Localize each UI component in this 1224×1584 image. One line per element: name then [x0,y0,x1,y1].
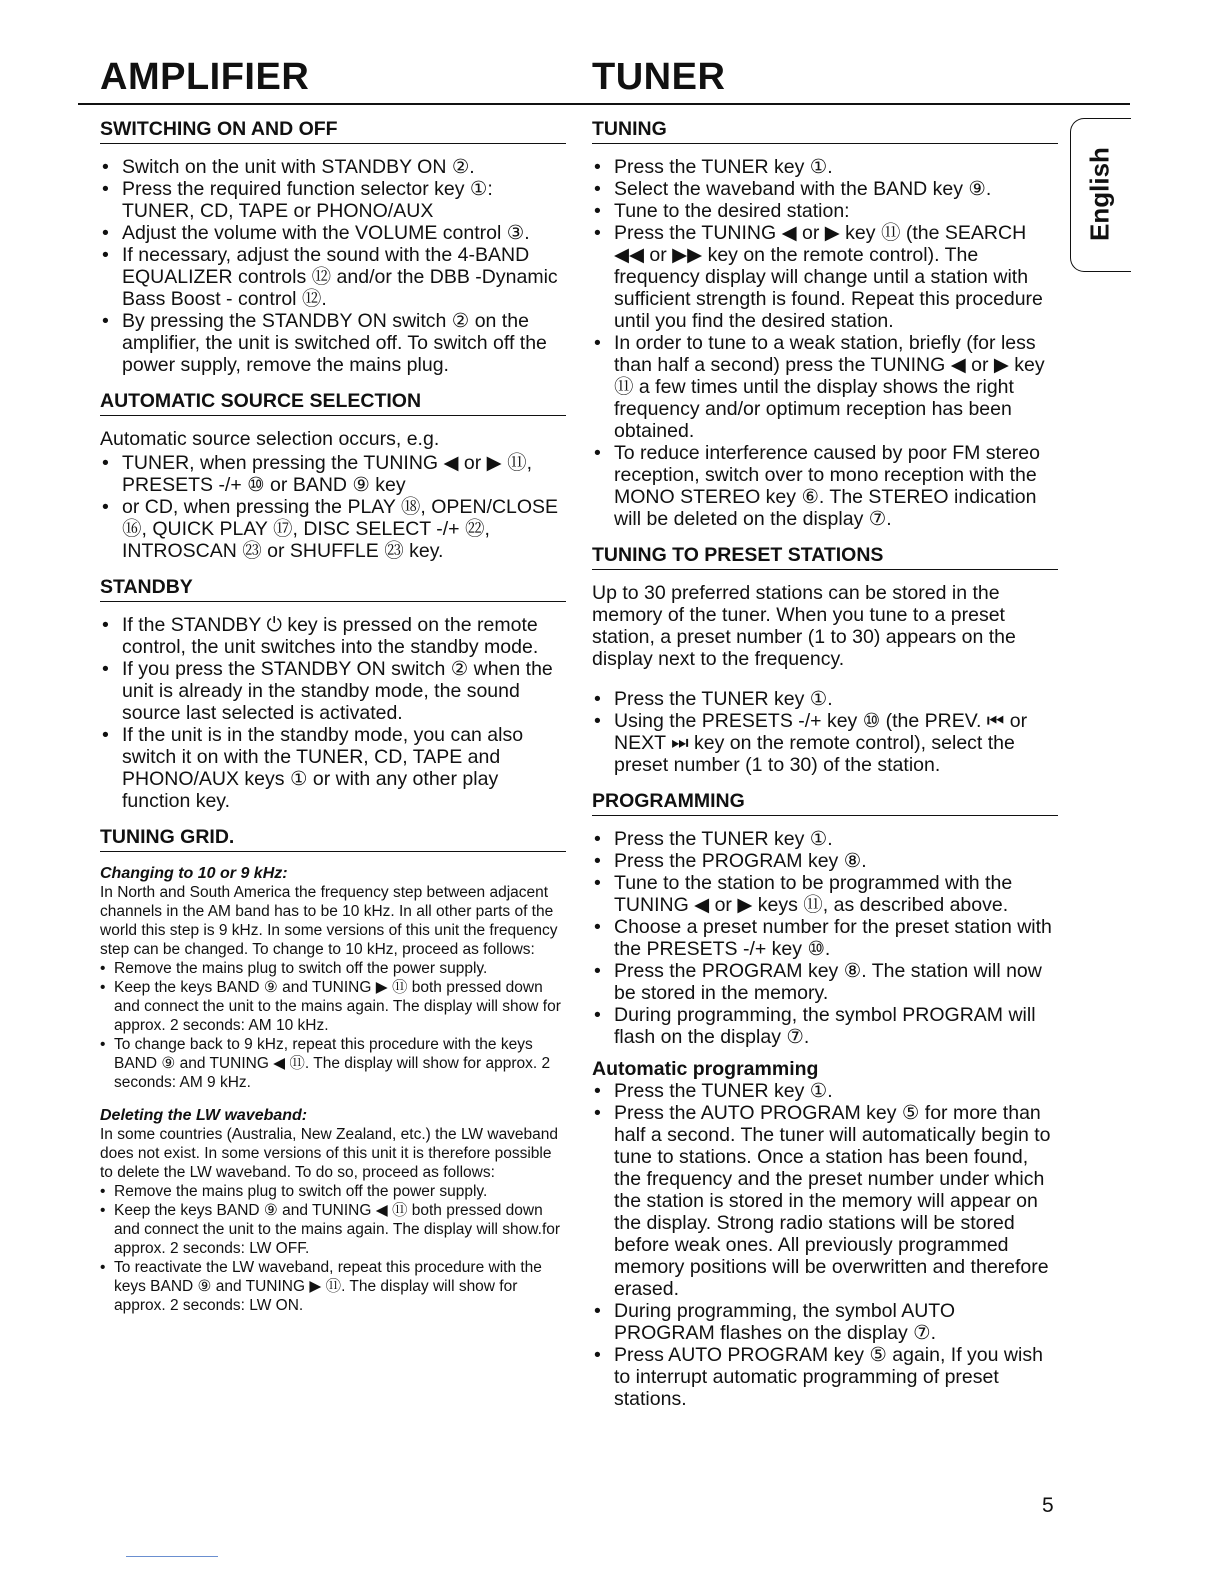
programming-section [592,790,1058,1410]
auto-programming-heading: Automatic programming [592,1058,819,1080]
list-item: • Adjust the volume with the VOLUME control ③. [100,222,566,244]
list-item: • During programming, the symbol AUTO PROGRAM flashes on the display ⑦. [592,1300,1058,1344]
list-item: • Tune to the station to be programmed with the TUNING ◀ or ▶ keys ⑪, as described above. [592,872,1058,916]
subsection-heading: Deleting the LW waveband: [100,1107,308,1124]
list-item: • To reactivate the LW waveband, repeat this procedure with the keys BAND ⑨ and TUNING ▶ ⑪. The display will show for approx. 2 seconds: LW ON. [100,1258,566,1315]
list-item: • Press the TUNER key ①. [592,828,1058,850]
section-heading: TUNING TO PRESET STATIONS [592,544,1058,570]
auto-source-section [100,390,566,562]
list-item: • If the unit is in the standby mode, you can also switch it on with the TUNER, CD, TAPE and PHONO/AUX keys ① or with any other play function key. [100,724,566,812]
list-item: • Press the PROGRAM key ⑧. The station will now be stored in the memory. [592,960,1058,1004]
amplifier-title: AMPLIFIER [100,56,310,98]
title-rule [78,103,1130,105]
list-item: • To reduce interference caused by poor FM stereo reception, switch over to mono reception with the MONO STEREO key ⑥. The STEREO indication will be deleted on the display ⑦. [592,442,1058,530]
subsection-heading: Changing to 10 or 9 kHz: [100,865,288,882]
list-item: • Press the PROGRAM key ⑧. [592,850,1058,872]
list-item: • Press the TUNER key ①. [592,156,1058,178]
list-item: • During programming, the symbol PROGRAM will flash on the display ⑦. [592,1004,1058,1048]
section-heading: AUTOMATIC SOURCE SELECTION [100,390,566,416]
tuning-grid-section [100,826,566,1315]
list-item: • Press the TUNER key ①. [592,1080,1058,1102]
tuner-column [592,118,1058,1424]
list-item: • In order to tune to a weak station, briefly (for less than half a second) press the TUNING ◀ or ▶ key ⑪ a few times until the display shows the right frequency and/or optimum reception has been obtained. [592,332,1058,442]
list-item: • Keep the keys BAND ⑨ and TUNING ▶ ⑪ both pressed down and connect the unit to the mains again. The display will show for approx. 2 seconds: AM 10 kHz. [100,978,566,1035]
subsection-paragraph: In some countries (Australia, New Zealand, etc.) the LW waveband does not exist. In some versions of this unit it is therefore possible to delete the LW waveband. To do so, proceed as follows: [100,1126,559,1181]
language-tab-label: English [1084,147,1115,241]
preset-section [592,544,1058,776]
list-item: • If the STANDBY ⏻ key is pressed on the remote control, the unit switches into the standby mode. [100,614,566,658]
section-heading: STANDBY [100,576,566,602]
list-item: • If you press the STANDBY ON switch ② when the unit is already in the standby mode, the sound source last selected is activated. [100,658,566,724]
section-intro: Up to 30 preferred stations can be stored in the memory of the tuner. When you tune to a preset station, a preset number (1 to 30) appears on the display next to the frequency. [592,582,1016,670]
list-item: • Switch on the unit with STANDBY ON ②. [100,156,566,178]
list-item: • Remove the mains plug to switch off the power supply. [100,1182,566,1201]
list-item: • TUNER, when pressing the TUNING ◀ or ▶ ⑪, PRESETS -/+ ⑩ or BAND ⑨ key [100,452,566,496]
list-item: • Press the required function selector key ①: TUNER, CD, TAPE or PHONO/AUX [100,178,566,222]
section-heading: TUNING GRID. [100,826,566,852]
list-item: • Press the TUNER key ①. [592,688,1058,710]
list-item: • Select the waveband with the BAND key ⑨. [592,178,1058,200]
list-item: • Choose a preset number for the preset station with the PRESETS -/+ key ⑩. [592,916,1058,960]
list-item: • Remove the mains plug to switch off the power supply. [100,959,566,978]
list-item: • Tune to the desired station: [592,200,1058,222]
tuner-title: TUNER [592,56,726,98]
list-item: • To change back to 9 kHz, repeat this procedure with the keys BAND ⑨ and TUNING ◀ ⑪. The display will show for approx. 2 seconds: AM 9 kHz. [100,1035,566,1092]
list-item: • By pressing the STANDBY ON switch ② on the amplifier, the unit is switched off. To switch off the power supply, remove the mains plug. [100,310,566,376]
section-heading: TUNING [592,118,1058,144]
section-heading: SWITCHING ON AND OFF [100,118,566,144]
standby-section [100,576,566,812]
list-item: • Press the AUTO PROGRAM key ⑤ for more than half a second. The tuner will automatically begin to tune to stations. Once a station has been found, the frequency and the preset number under which the station is stored in the memory will appear on the display. Strong radio stations will be stored before weak ones. All previously programmed memory positions will be overwritten and therefore erased. [592,1102,1058,1300]
subsection-paragraph: In North and South America the frequency step between adjacent channels in the AM band has to be 10 kHz. In all other parts of the world this step is 9 kHz. In some versions of this unit the frequency step can be changed. To change to 10 kHz, proceed as follows: [100,884,558,958]
section-heading: PROGRAMMING [592,790,1058,816]
section-intro: Automatic source selection occurs, e.g. [100,428,440,450]
list-item: • Press the TUNING ◀ or ▶ key ⑪ (the SEARCH ◀◀ or ▶▶ key on the remote control). The frequency display will change until a station with sufficient strength is found. Repeat this procedure until you find the desired station. [592,222,1058,332]
page-number: 5 [1042,1494,1054,1517]
list-item: • or CD, when pressing the PLAY ⑱, OPEN/CLOSE ⑯, QUICK PLAY ⑰, DISC SELECT -/+ ㉒, INTROSCAN ㉓ or SHUFFLE ㉓ key. [100,496,566,562]
list-item: • Keep the keys BAND ⑨ and TUNING ◀ ⑪ both pressed down and connect the unit to the mains again. The display will show.for approx. 2 seconds: LW OFF. [100,1201,566,1258]
list-item: • Using the PRESETS -/+ key ⑩ (the PREV. ⏮ or NEXT ⏭ key on the remote control), select the preset number (1 to 30) of the station. [592,710,1058,776]
list-item: • If necessary, adjust the sound with the 4-BAND EQUALIZER controls ⑫ and/or the DBB -Dynamic Bass Boost - control ⑫. [100,244,566,310]
list-item: • Press AUTO PROGRAM key ⑤ again, If you wish to interrupt automatic programming of preset stations. [592,1344,1058,1410]
amplifier-column [100,118,566,1329]
switching-section [100,118,566,376]
scan-artifact-line [126,1556,218,1557]
tuning-section [592,118,1058,530]
